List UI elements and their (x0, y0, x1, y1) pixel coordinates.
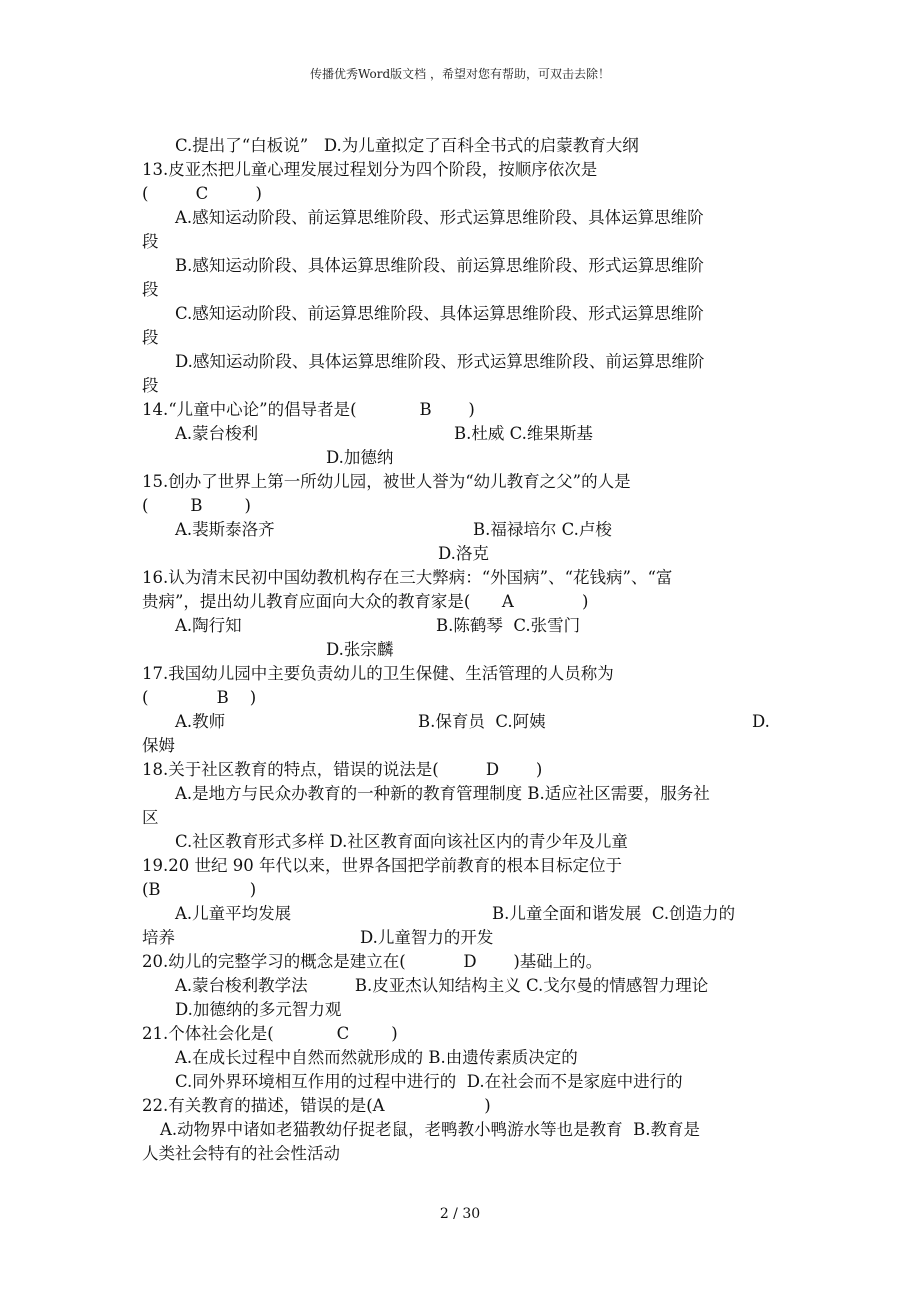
options-row (142, 614, 782, 638)
text-line: 段 (142, 376, 159, 395)
text-line: 人类社会特有的社会性活动 (142, 1144, 340, 1163)
option-b: B.福禄培尔 C.卢梭 (473, 520, 612, 539)
answer-line: ( C ) (142, 184, 262, 203)
options-row (142, 518, 782, 542)
text-line: 段 (142, 280, 159, 299)
question-21: 21.个体社会化是( C ) (142, 1024, 398, 1043)
option-d: D.洛克 (438, 544, 489, 563)
option-a: A.在成长过程中自然而然就形成的 B.由遗传素质决定的 (175, 1048, 578, 1067)
option-b: B.杜威 C.维果斯基 (454, 424, 593, 443)
answer-line: (B ) (142, 880, 257, 899)
options-row (142, 446, 782, 470)
option-d: D.张宗麟 (326, 640, 394, 659)
option-a: A.动物界中诸如老猫教幼仔捉老鼠，老鸭教小鸭游水等也是教育 B.教育是 (160, 1120, 701, 1139)
option-b: B.儿童全面和谐发展 C.创造力的 (492, 904, 736, 923)
options-row (142, 710, 782, 734)
text-line: C.提出了“白板说” D.为儿童拟定了百科全书式的启蒙教育大纲 (175, 136, 639, 155)
text-line: 贵病”，提出幼儿教育应面向大众的教育家是( A ) (142, 592, 589, 611)
question-20: 20.幼儿的完整学习的概念是建立在( D )基础上的。 (142, 952, 603, 971)
option-b: B.保育员 C.阿姨 (418, 712, 546, 731)
option-b: B.陈鹤琴 C.张雪门 (436, 616, 581, 635)
answer-line: ( B ) (142, 688, 257, 707)
option-a: A.陶行知 (175, 616, 242, 635)
options-row (142, 926, 782, 950)
options-row (142, 902, 782, 926)
option-d: D. (752, 712, 770, 731)
options-row (142, 542, 782, 566)
option-d: D.加德纳的多元智力观 (175, 1000, 342, 1019)
option-a: A.蒙台梭利教学法 B.皮亚杰认知结构主义 C.戈尔曼的情感智力理论 (175, 976, 709, 995)
answer-line: ( B ) (142, 496, 251, 515)
option-a: A.是地方与民众办教育的一种新的教育管理制度 B.适应社区需要，服务社 (175, 784, 710, 803)
option-c: C.社区教育形式多样 D.社区教育面向该社区内的青少年及儿童 (175, 832, 628, 851)
options-row (142, 422, 782, 446)
option-d: D.儿童智力的开发 (360, 928, 494, 947)
option-d: D.加德纳 (326, 448, 394, 467)
option-c: C.感知运动阶段、前运算思维阶段、具体运算思维阶段、形式运算思维阶 (175, 304, 704, 323)
option-b: B.感知运动阶段、具体运算思维阶段、前运算思维阶段、形式运算思维阶 (175, 256, 704, 275)
question-22: 22.有关教育的描述，错误的是(A ) (142, 1096, 491, 1115)
option-a: A.儿童平均发展 (175, 904, 292, 923)
page-number: 2 / 30 (439, 1206, 481, 1222)
option-a: A.蒙台梭利 (175, 424, 259, 443)
question-19: 19.20 世纪 90 年代以来，世界各国把学前教育的根本目标定位于 (142, 856, 622, 875)
question-14: 14.“儿童中心论”的倡导者是( B ) (142, 400, 475, 419)
option-a: A.教师 (175, 712, 226, 731)
question-18: 18.关于社区教育的特点，错误的说法是( D ) (142, 760, 543, 779)
text-line: 区 (142, 808, 159, 827)
option-a: A.裴斯泰洛齐 (175, 520, 275, 539)
question-15: 15.创办了世界上第一所幼儿园，被世人誉为“幼儿教育之父”的人是 (142, 472, 631, 491)
text-line: 保姆 (142, 736, 175, 755)
text-line: 段 (142, 328, 159, 347)
text-line: 段 (142, 232, 159, 251)
question-13: 13.皮亚杰把儿童心理发展过程划分为四个阶段，按顺序依次是 (142, 160, 598, 179)
page-header: 传播优秀Word版文档 ，希望对您有帮助，可双击去除！ (310, 67, 610, 81)
option-d: D.感知运动阶段、具体运算思维阶段、形式运算思维阶段、前运算思维阶 (175, 352, 705, 371)
option-c: C.同外界环境相互作用的过程中进行的 D.在社会而不是家庭中进行的 (175, 1072, 683, 1091)
options-row (142, 638, 782, 662)
question-16: 16.认为清末民初中国幼教机构存在三大弊病：“外国病”、“花钱病”、“富 (142, 568, 673, 587)
document-body (142, 134, 782, 1166)
text-line: 培养 (142, 928, 175, 947)
question-17: 17.我国幼儿园中主要负责幼儿的卫生保健、生活管理的人员称为 (142, 664, 614, 683)
option-a: A.感知运动阶段、前运算思维阶段、形式运算思维阶段、具体运算思维阶 (175, 208, 704, 227)
